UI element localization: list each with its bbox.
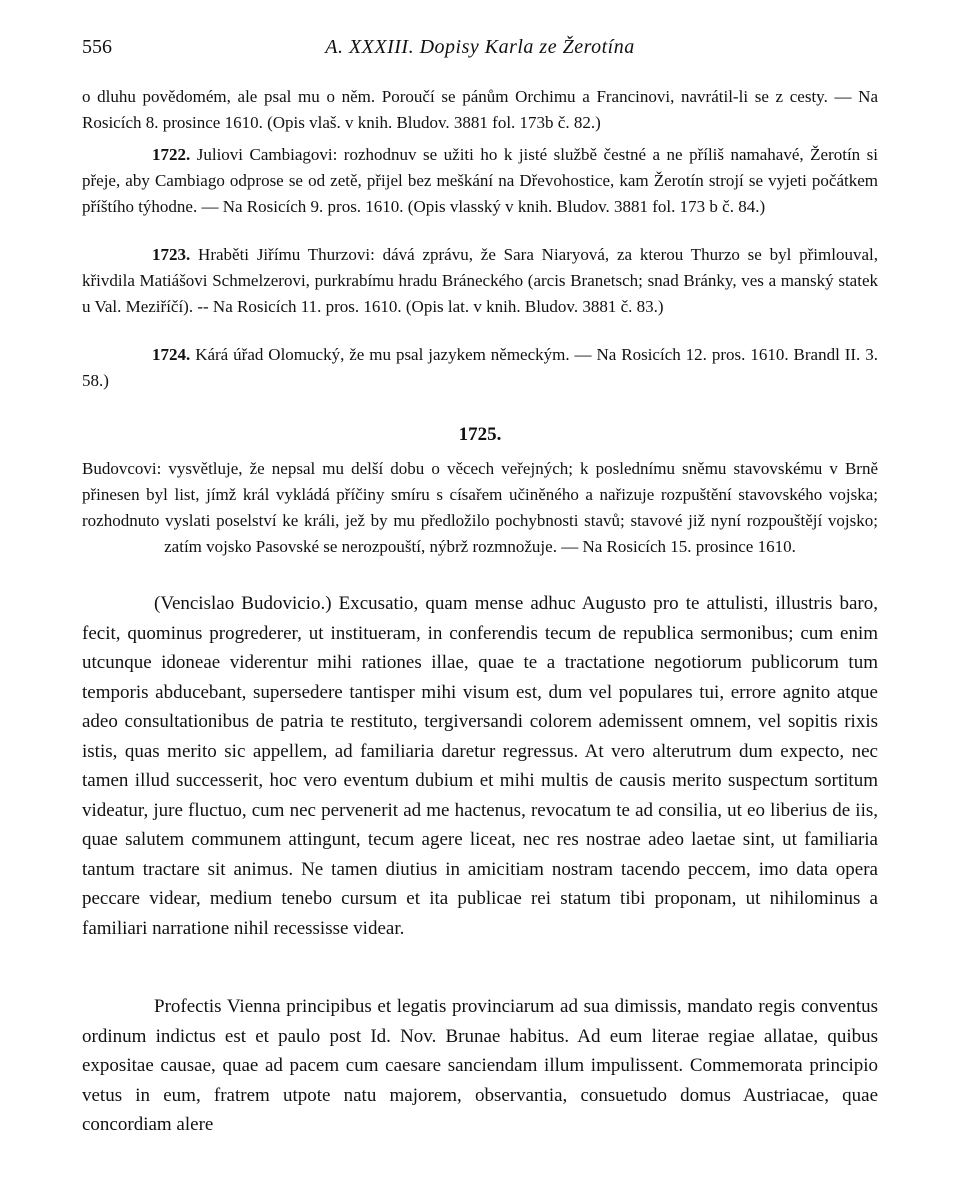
document-summary: Budovcovi: vysvětluje, že nepsal mu delší dobu o věcech veřejných; k poslednímu sněmu stavovskému v Brně přinesen byl list, jímž král vykládá příčiny smíru s císařem učiněného a nařizuje rozpuštění stavovského vojska; rozhodnuto vyslati poselství ke králi, jež by mu předložilo pochybnosti stavů; stavové již nyní rozpouštějí vojsko; zatím vojsko Pasovské se nerozpouští, nýbrž rozmnožuje. — Na Rosicích 15. prosince 1610. [82,459,878,556]
page-number: 556 [82,36,112,58]
regest-text: o dluhu povědomém, ale psal mu o něm. Poroučí se pánům Orchimu a Francinovi, navrátil-li se z cesty. — Na Rosicích 8. prosince 1610. (Opis vlaš. v knih. Bludov. 3881 fol. 173b č. 82.) [82,87,878,132]
regest-text: Hraběti Jiřímu Thurzovi: dává zprávu, že Sara Niaryová, za kterou Thurzo se byl přimlouval, křivdila Matiášovi Schmelzerovi, purkrabímu hradu Bráneckého (arcis Branetsch; snad Bránky, ves a manský statek u Val. Meziříčí). -- Na Rosicích 11. pros. 1610. (Opis lat. v knih. Bludov. 3881 č. 83.) [82,245,878,316]
regest-text: Juliovi Cambiagovi: rozhodnuv se užiti ho k jisté službě čestné a ne příliš namahavé, Žerotín si přeje, aby Cambiago odprose se od zetě, přijel bez meškání na Dřevohostice, kam Žerotín strojí se vyjeti počátkem příštího týhodne. — Na Rosicích 9. pros. 1610. (Opis vlasský v knih. Bludov. 3881 fol. 173 b č. 84.) [82,145,878,216]
regest-entry [82,342,878,394]
regest-entry [82,84,878,136]
regest-number: 1723. [152,245,191,264]
page-header [82,28,878,68]
regest-number: 1724. [152,345,191,364]
document-number: 1725. [458,424,502,445]
regest-entry [82,142,878,220]
regest-number: 1722. [152,145,191,164]
latin-paragraph: (Vencislao Budovicio.) Excusatio, quam mense adhuc Augusto pro te attulisti, illustris baro, fecit, quominus progrederer, ut institueram, in conferendis tecum de republica sermonibus; cum enim utcunque idoneae viderentur mihi rationes illae, quae te a tractatione negotiorum publicorum tum temporis abducebant, supersedere tantisper mihi visum est, dum vel populares tui, errore agnito atque adeo consultationibus de patria te restituto, tergiversandi colorem ademissent omnem, vel sopitis rixis istis, quas merito sic appellem, ad familiaria daretur regressus. At vero alterutrum dum expecto, nec tamen illud successerit, hoc vero eventum dubium et mihi multis de causis merito suspectum sortitum videatur, jure fluctuo, cum nec pervenerit ad me hactenus, revocatum te ad consilia, ut eo liberius de iis, quae salutem communem attingunt, tecum agere liceat, nec res nostrae adeo laetae sint, ut familiaria tantum tractare sit animus. Ne tamen diutius in amicitiam nostram tacendo peccem, imo data opera peccare videar, medium tenebo cursum et ita publicae rei statum tibi proponam, ut nihilominus a familiari narratione nihil recessisse videar. [82,593,878,939]
latin-paragraph: Profectis Vienna principibus et legatis provinciarum ad sua dimissis, mandato regis conventus ordinum indictus est et paulo post Id. Nov. Brunae habitus. Ad eum literae regiae allatae, quibus expositae causae, quae ad pacem cum caesare sanciendam illum impulissent. Commemorata principio vetus in eum, fratrem utpote natu majorem, observantia, consuetudo domus Austriacae, quae concordiam alere [82,996,878,1135]
regest-text: Kárá úřad Olomucký, že mu psal jazykem německým. — Na Rosicích 12. pros. 1610. Brandl II. 3. 58.) [82,345,878,390]
running-head: A. XXXIII. Dopisy Karla ze Žerotína [325,36,635,58]
regest-entry [82,242,878,320]
